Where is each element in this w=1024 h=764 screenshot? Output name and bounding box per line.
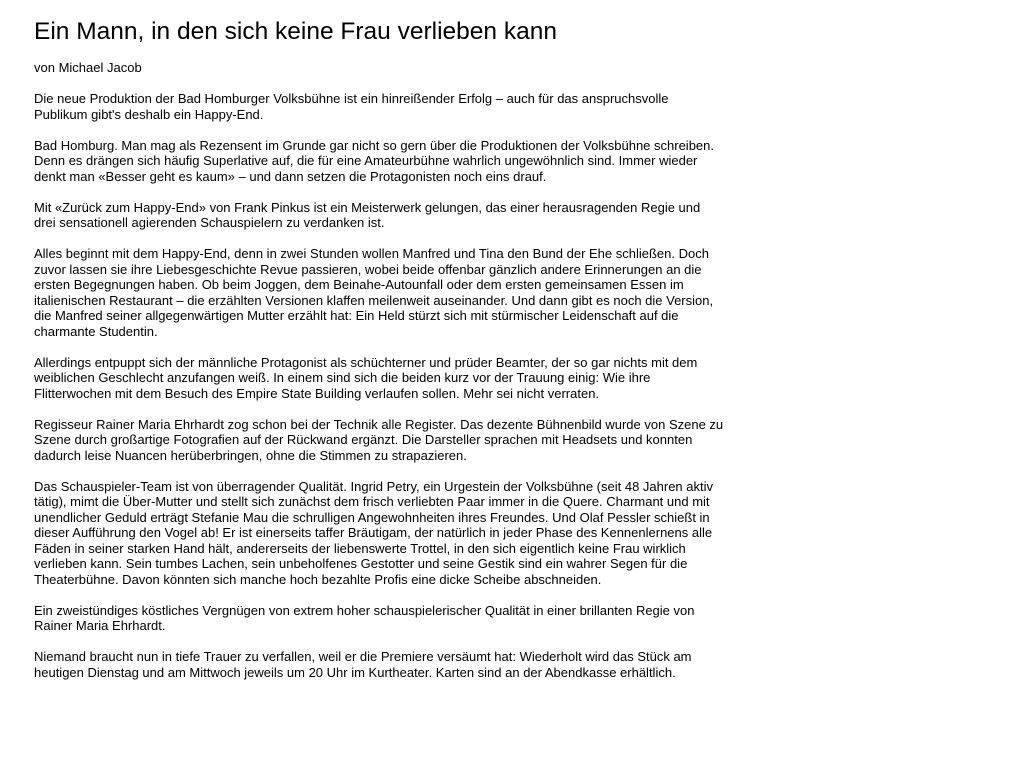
article-paragraph: Das Schauspieler-Team ist von überragender Qualität. Ingrid Petry, ein Urgestein der Volksbühne (seit 48 Jahren aktiv tätig), mimt die Über-Mutter und stellt sich zunächst dem frisch verliebten Paar immer in die Quere. Charmant und mit unendlicher Geduld erträgt Stefanie Mau die schrulligen Angewohnheiten ihres Freundes. Und Olaf Pessler schießt in dieser Aufführung den Vogel ab! Er ist einerseits taffer Bräutigam, der natürlich in jeder Phase des Kennenlernens alle Fäden in seiner starken Hand hält, andererseits der liebenswerte Trottel, in den sich eigentlich keine Frau wirklich verlieben kann. Sein tumbes Lachen, sein unbeholfenes Gestotter und seine Gestik sind ein wahrer Segen für die Theaterbühne. Davon könnten sich manche hoch bezahlte Profis eine dicke Scheibe abschneiden. <box>34 478 714 587</box>
article-paragraph: Mit «Zurück zum Happy-End» von Frank Pinkus ist ein Meisterwerk gelungen, das einer herausragenden Regie und drei sensationell agierenden Schauspielern zu verdanken ist. <box>34 199 701 230</box>
article-lead: Die neue Produktion der Bad Homburger Volksbühne ist ein hinreißender Erfolg – auch für das anspruchsvolle Publikum gibt's deshalb ein Happy-End. <box>34 91 669 122</box>
article-byline: von Michael Jacob <box>34 60 142 75</box>
article-body <box>34 91 724 680</box>
article-paragraph: Regisseur Rainer Maria Ehrhardt zog schon bei der Technik alle Register. Das dezente Bühnenbild wurde von Szene zu Szene durch großartige Fotografien auf der Rückwand ergänzt. Die Darsteller sprachen mit Headsets und konnten dadurch leise Nuancen herüberbringen, ohne die Stimmen zu strapazieren. <box>34 416 724 463</box>
article-paragraph: Niemand braucht nun in tiefe Trauer zu verfallen, weil er die Premiere versäumt hat: Wiederholt wird das Stück am heutigen Dienstag und am Mittwoch jeweils um 20 Uhr im Kurtheater. Karten sind an der Abendkasse erhältlich. <box>34 649 692 680</box>
article-paragraph: Allerdings entpuppt sich der männliche Protagonist als schüchterner und prüder Beamter, der so gar nichts mit dem weiblichen Geschlecht anzufangen weiß. In einem sind sich die beiden kurz vor der Trauung einig: Wie ihre Flitterwochen mit dem Besuch des Empire State Building verlaufen sollen. Mehr sei nicht verraten. <box>34 354 698 401</box>
article-paragraph: Ein zweistündiges köstliches Vergnügen von extrem hoher schauspielerischer Qualität in einer brillanten Regie von Rainer Maria Ehrhardt. <box>34 602 695 633</box>
article-paragraph: Alles beginnt mit dem Happy-End, denn in zwei Stunden wollen Manfred und Tina den Bund der Ehe schließen. Doch zuvor lassen sie ihre Liebesgeschichte Revue passieren, wobei beide offenbar gänzlich andere Erinnerungen an die ersten Begegnungen haben. Ob beim Joggen, dem Beinahe-Autounfall oder dem ersten gemeinsamen Essen im italienischen Restaurant – die erzählten Versionen klaffen meilenweit auseinander. Und dann gibt es noch die Version, die Manfred seiner allgegenwärtigen Mutter erzählt hat: Ein Held stürzt sich mit stürmischer Leidenschaft auf die charmante Studentin. <box>34 246 714 339</box>
article-title: Ein Mann, in den sich keine Frau verlieben kann <box>34 18 557 45</box>
article-paragraph: Bad Homburg. Man mag als Rezensent im Grunde gar nicht so gern über die Produktionen der Volksbühne schreiben. Denn es drängen sich häufig Superlative auf, die für eine Amateurbühne wahrlich ungewöhnlich sind. Immer wieder denkt man «Besser geht es kaum» – und dann setzen die Protagonisten noch eins drauf. <box>34 137 714 184</box>
